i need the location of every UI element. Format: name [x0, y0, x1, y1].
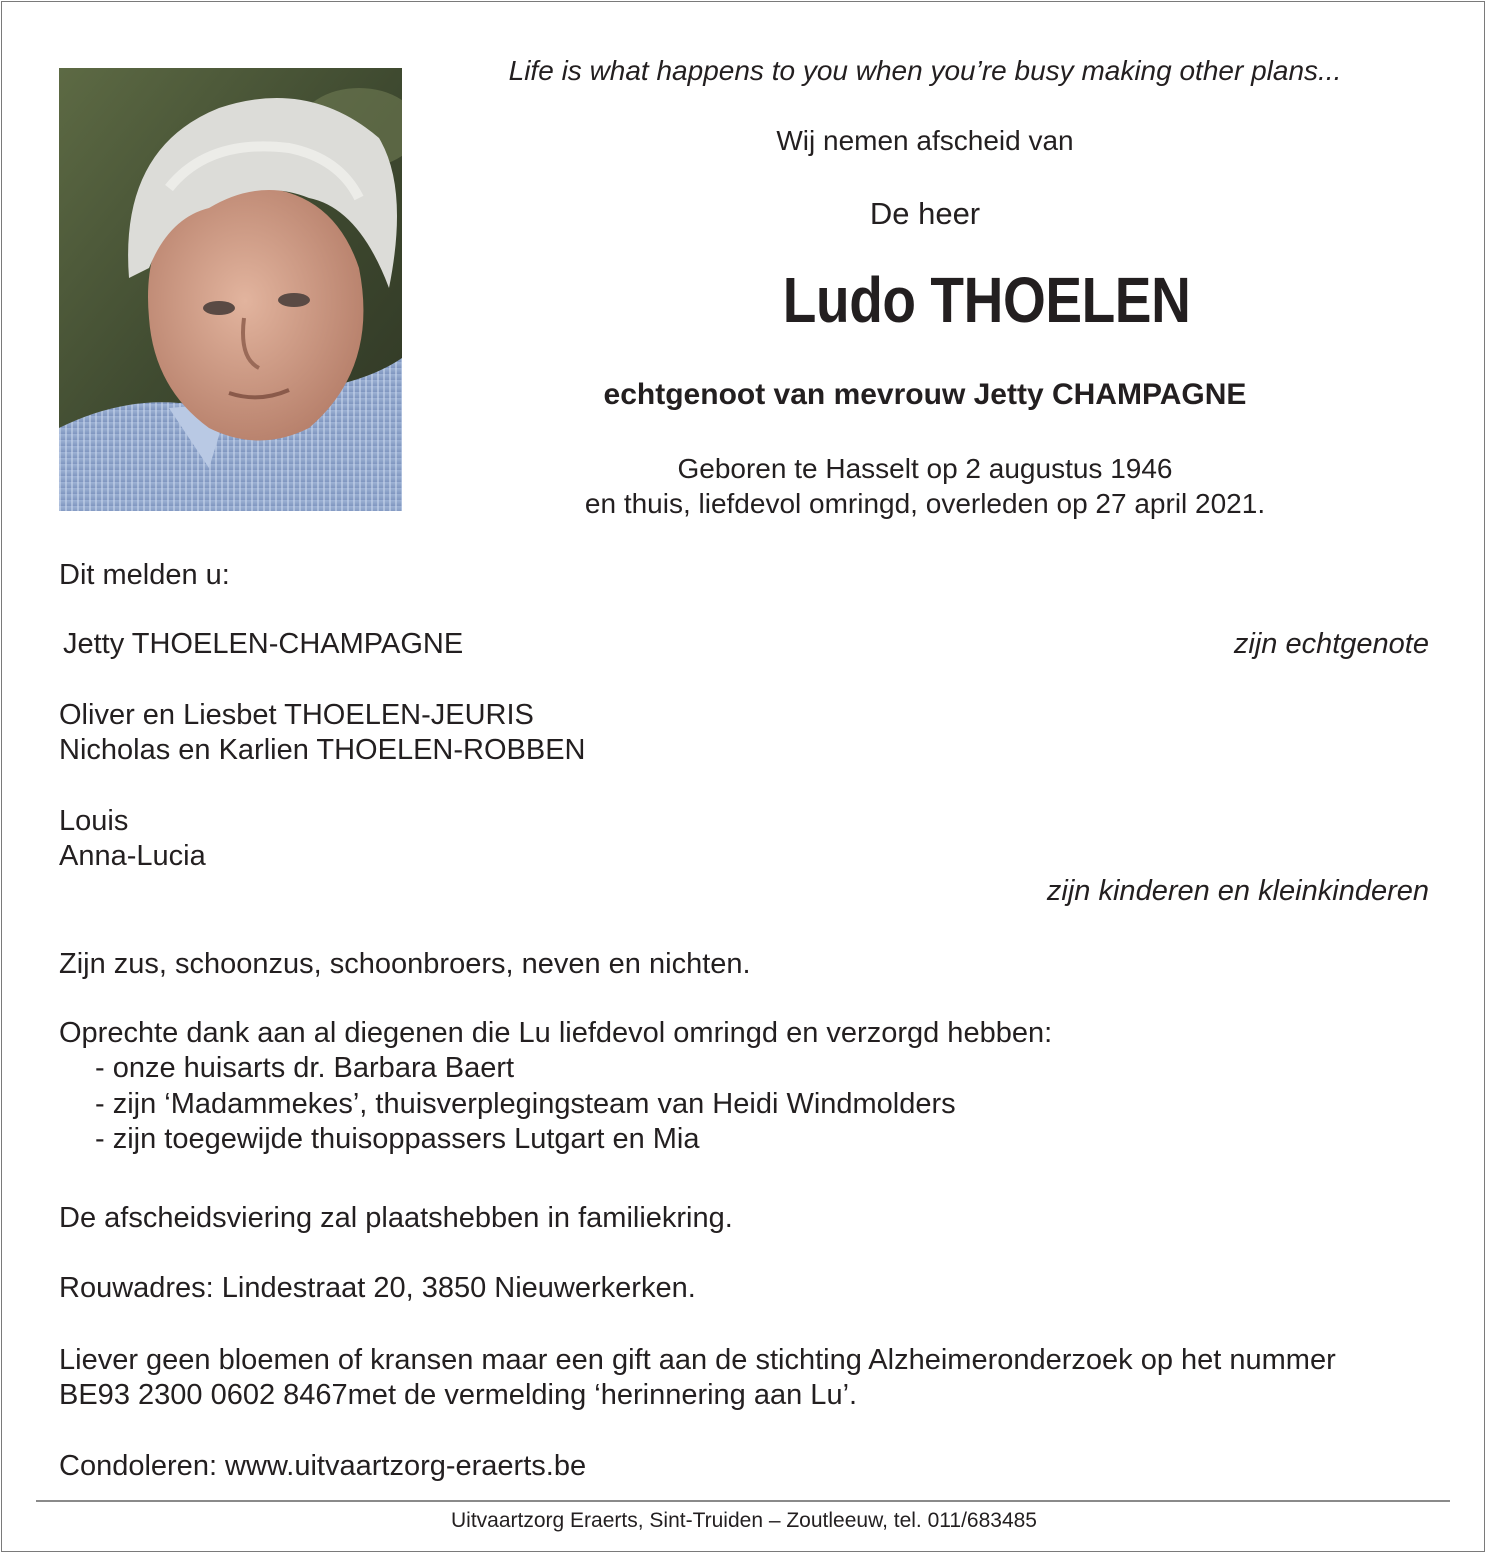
honorific: De heer	[869, 196, 981, 231]
death-line: en thuis, liefdevol omringd, overleden op 27 april 2021.	[584, 488, 1266, 519]
relatives-line: Zijn zus, schoonzus, schoonbroers, neven en nichten.	[59, 948, 751, 980]
thanks-item: - zijn ‘Madammekes’, thuisverplegingsteam van Heidi Windmolders	[95, 1088, 956, 1120]
ceremony-line: De afscheidsviering zal plaatshebben in familiekring.	[59, 1202, 733, 1234]
condolences-line: Condoleren: www.uitvaartzorg-eraerts.be	[59, 1450, 587, 1482]
child-line: Oliver en Liesbet THOELEN-JEURIS	[59, 699, 534, 731]
announce-text: Dit melden u:	[59, 559, 230, 591]
thanks-item: - zijn toegewijde thuisoppassers Lutgart en Mia	[95, 1123, 700, 1155]
deceased-name: Ludo THOELEN	[782, 264, 1191, 336]
grandchild-line: Louis	[59, 805, 129, 837]
donation-line: Liever geen bloemen of kransen maar een gift aan de stichting Alzheimeronderzoek op het nummer	[59, 1344, 1336, 1376]
grandchild-line: Anna-Lucia	[59, 840, 206, 872]
spouse-line: echtgenoot van mevrouw Jetty CHAMPAGNE	[603, 378, 1247, 411]
portrait-photo	[59, 68, 402, 511]
quote: Life is what happens to you when you’re busy making other plans...	[508, 55, 1342, 86]
donation-line: BE93 2300 0602 8467met de vermelding ‘herinnering aan Lu’.	[59, 1379, 858, 1411]
intro-text: Wij nemen afscheid van	[776, 125, 1074, 156]
child-line: Nicholas en Karlien THOELEN-ROBBEN	[59, 734, 586, 766]
birth-line: Geboren te Hasselt op 2 augustus 1946	[677, 453, 1173, 484]
footer-divider	[36, 1500, 1450, 1502]
spouse-name: Jetty THOELEN-CHAMPAGNE	[63, 628, 464, 660]
thanks-intro: Oprechte dank aan al diegenen die Lu liefdevol omringd en verzorgd hebben:	[59, 1017, 1053, 1049]
children-role: zijn kinderen en kleinkinderen	[1046, 875, 1429, 907]
address-line: Rouwadres: Lindestraat 20, 3850 Nieuwerkerken.	[59, 1272, 696, 1304]
spouse-role: zijn echtgenote	[1233, 628, 1429, 660]
thanks-item: - onze huisarts dr. Barbara Baert	[95, 1052, 515, 1084]
footer-text: Uitvaartzorg Eraerts, Sint-Truiden – Zoutleeuw, tel. 011/683485	[451, 1509, 1037, 1532]
